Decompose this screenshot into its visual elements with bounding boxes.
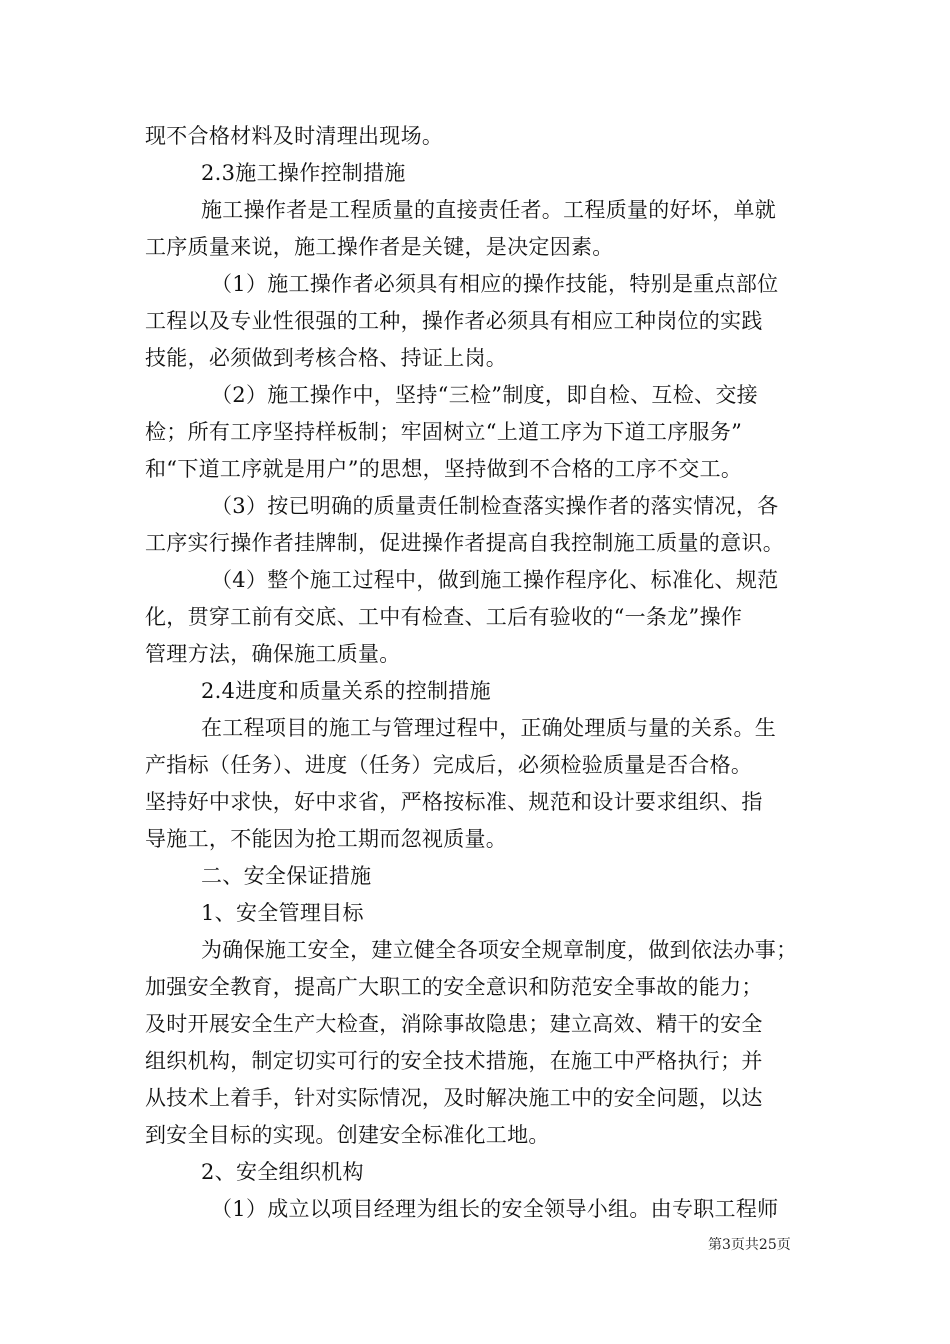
text-line: 管理方法，确保施工质量。 — [145, 642, 401, 666]
text-line: 1、安全管理目标 — [201, 901, 364, 925]
text-line: 工序质量来说，施工操作者是关键，是决定因素。 — [145, 235, 614, 259]
text-line: 从技术上着手，针对实际情况，及时解决施工中的安全问题，以达 — [145, 1086, 763, 1110]
text-line: 和“下道工序就是用户”的思想，坚持做到不合格的工序不交工。 — [145, 457, 743, 481]
text-line: 产指标（任务）、进度（任务）完成后，必须检验质量是否合格。 — [145, 753, 753, 777]
document-body — [145, 118, 810, 1228]
text-line: 工程以及专业性很强的工种，操作者必须具有相应工种岗位的实践 — [145, 309, 763, 333]
text-line: 施工操作者是工程质量的直接责任者。工程质量的好坏，单就 — [201, 198, 777, 222]
text-line: 技能，必须做到考核合格、持证上岗。 — [145, 346, 508, 370]
text-line: 工序实行操作者挂牌制，促进操作者提高自我控制施工质量的意识。 — [145, 531, 784, 555]
text-line: （2）施工操作中，坚持“三检”制度，即自检、互检、交接 — [211, 383, 758, 407]
text-line: 检；所有工序坚持样板制；牢固树立“上道工序为下道工序服务” — [145, 420, 743, 444]
text-line: （3）按已明确的质量责任制检查落实操作者的落实情况，各 — [211, 494, 779, 518]
text-line: 现不合格材料及时清理出现场。 — [145, 124, 444, 148]
text-line: 及时开展安全生产大检查，消除事故隐患；建立高效、精干的安全 — [145, 1012, 763, 1036]
text-line: 坚持好中求快，好中求省，严格按标准、规范和设计要求组织、指 — [145, 790, 763, 814]
text-line: 2.4进度和质量关系的控制措施 — [201, 679, 491, 703]
text-line: （1）施工操作者必须具有相应的操作技能，特别是重点部位 — [211, 272, 779, 296]
text-line: 化，贯穿工前有交底、工中有检查、工后有验收的“一条龙”操作 — [145, 605, 743, 629]
text-line: 2.3施工操作控制措施 — [201, 161, 406, 185]
text-line: 加强安全教育，提高广大职工的安全意识和防范安全事故的能力； — [145, 975, 763, 999]
text-line: 导施工，不能因为抢工期而忽视质量。 — [145, 827, 508, 851]
text-line: 在工程项目的施工与管理过程中，正确处理质与量的关系。生 — [201, 716, 777, 740]
text-line: 二、安全保证措施 — [201, 864, 372, 888]
text-line: 为确保施工安全，建立健全各项安全规章制度，做到依法办事； — [201, 938, 798, 962]
text-line: （4）整个施工过程中，做到施工操作程序化、标准化、规范 — [211, 568, 779, 592]
text-line: 到安全目标的实现。创建安全标准化工地。 — [145, 1123, 550, 1147]
text-line: 组织机构，制定切实可行的安全技术措施，在施工中严格执行；并 — [145, 1049, 763, 1073]
text-line: （1）成立以项目经理为组长的安全领导小组。由专职工程师 — [211, 1197, 779, 1221]
page-number-footer: 第3页共25页 — [708, 1237, 791, 1253]
text-line: 2、安全组织机构 — [201, 1160, 364, 1184]
